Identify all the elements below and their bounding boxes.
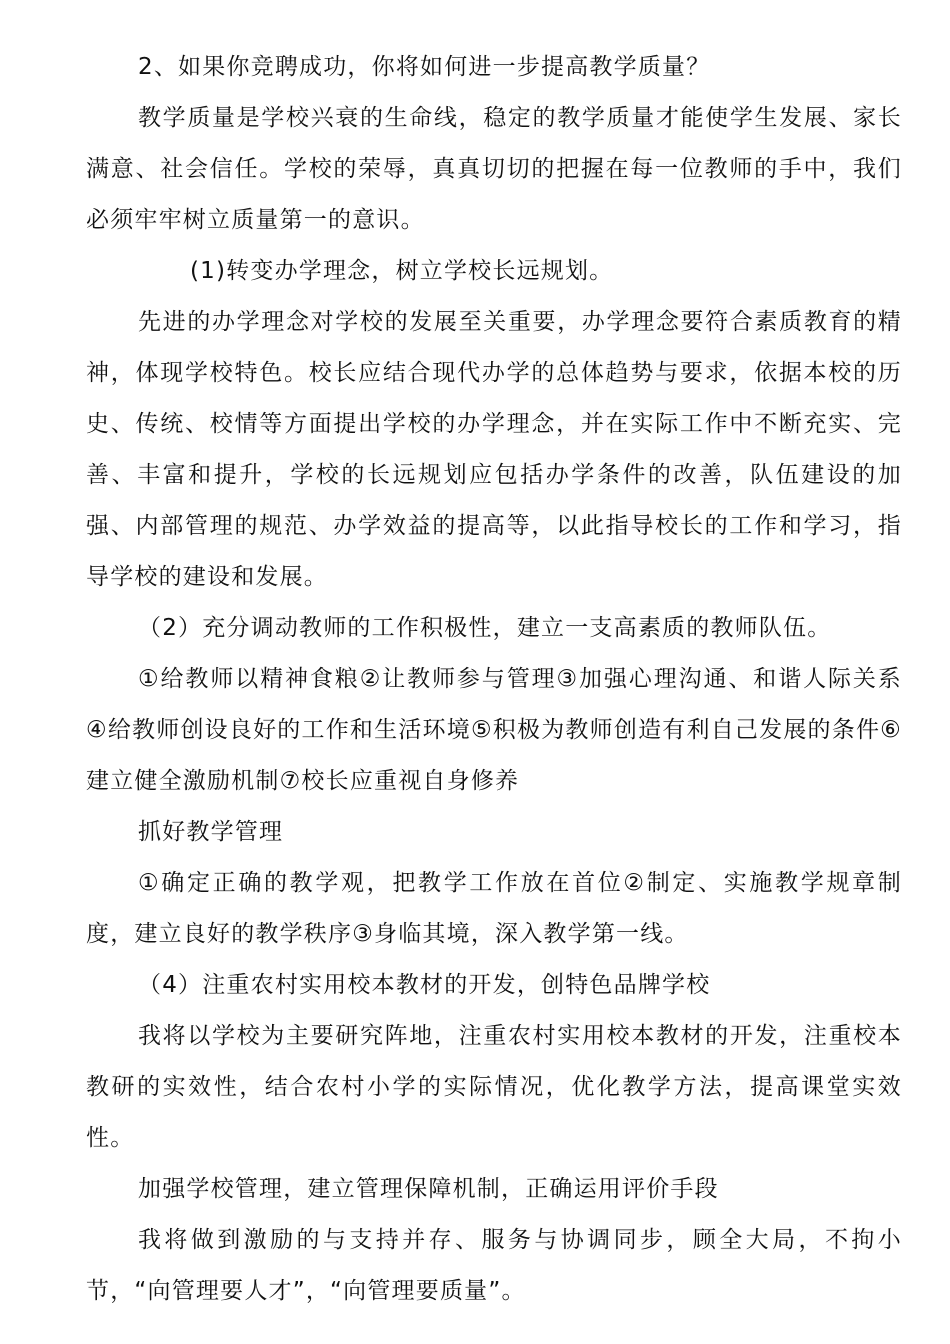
section-heading-5: 加强学校管理，建立管理保障机制，正确运用评价手段 [138,1176,719,1202]
question-heading: 2、如果你竞聘成功，你将如何进一步提高教学质量？ [138,54,711,80]
section-body-5: 我将做到激励的与支持并存、服务与协调同步，顾全大局，不拘小节，“向管理要人才”，“向管理要质量”。 [86,1227,902,1304]
document-page [86,42,902,1317]
section-heading-2: （2）充分调动教师的工作积极性，建立一支高素质的教师队伍。 [138,615,832,641]
intro-paragraph: 教学质量是学校兴衰的生命线，稳定的教学质量才能使学生发展、家长满意、社会信任。学校的荣辱，真真切切的把握在每一位教师的手中，我们必须牢牢树立质量第一的意识。 [86,105,902,233]
section-body-1: 先进的办学理念对学校的发展至关重要，办学理念要符合素质教育的精神，体现学校特色。校长应结合现代办学的总体趋势与要求，依据本校的历史、传统、校情等方面提出学校的办学理念，并在实际工作中不断充实、完善、丰富和提升，学校的长远规划应包括办学条件的改善，队伍建设的加强、内部管理的规范、办学效益的提高等，以此指导校长的工作和学习，指导学校的建设和发展。 [86,309,902,590]
section-heading-1: (1)转变办学理念，树立学校长远规划。 [190,258,614,284]
section-body-4: 我将以学校为主要研究阵地，注重农村实用校本教材的开发，注重校本教研的实效性，结合农村小学的实际情况，优化教学方法，提高课堂实效性。 [86,1023,902,1151]
section-heading-3: 抓好教学管理 [138,819,284,845]
section-heading-4: （4）注重农村实用校本教材的开发，创特色品牌学校 [138,972,711,998]
section-body-3: ①确定正确的教学观，把教学工作放在首位②制定、实施教学规章制度，建立良好的教学秩序③身临其境，深入教学第一线。 [86,870,902,947]
section-body-2: ①给教师以精神食粮②让教师参与管理③加强心理沟通、和谐人际关系④给教师创设良好的工作和生活环境⑤积极为教师创造有利自己发展的条件⑥建立健全激励机制⑦校长应重视自身修养 [86,666,902,794]
